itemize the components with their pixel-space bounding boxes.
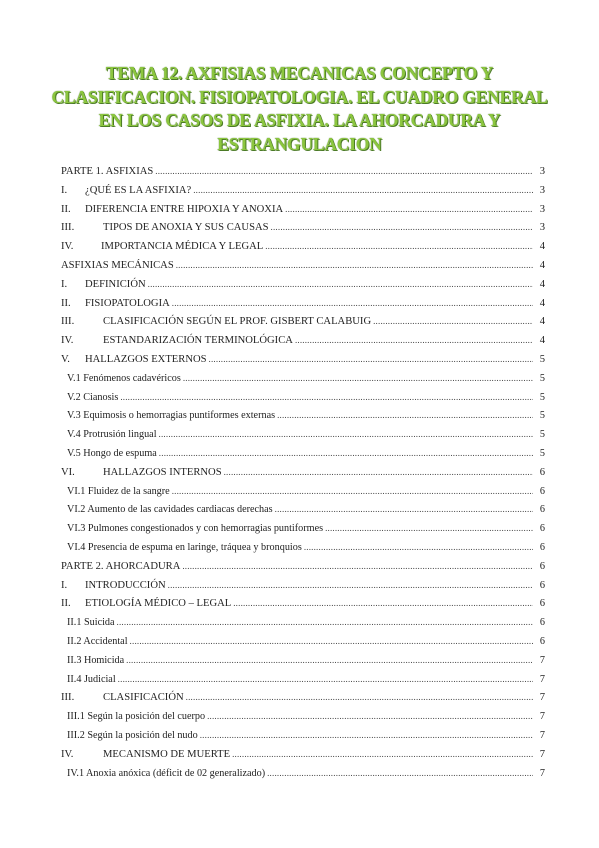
toc-entry-page: 6 xyxy=(539,523,545,535)
toc-entry[interactable] xyxy=(61,540,545,559)
toc-entry[interactable] xyxy=(61,728,545,747)
toc-leader-dots xyxy=(285,202,533,212)
toc-entry-label: CLASIFICACIÓN xyxy=(103,692,184,704)
toc-entry-label: TIPOS DE ANOXIA Y SUS CAUSAS xyxy=(103,222,269,234)
toc-entry-label: V.5 Hongo de espuma xyxy=(67,447,157,459)
toc-entry-page: 5 xyxy=(539,353,545,365)
toc-entry[interactable] xyxy=(61,559,545,578)
toc-leader-dots xyxy=(186,690,533,700)
toc-entry-label: FISIOPATOLOGIA xyxy=(85,297,170,309)
toc-entry[interactable] xyxy=(61,690,545,709)
table-of-contents xyxy=(61,164,545,784)
toc-entry-page: 6 xyxy=(539,579,545,591)
toc-leader-dots xyxy=(200,728,533,738)
toc-entry-label: INTRODUCCIÓN xyxy=(85,579,166,591)
toc-entry-page: 5 xyxy=(539,372,545,384)
toc-entry-page: 5 xyxy=(539,429,545,441)
toc-entry-page: 5 xyxy=(539,447,545,459)
toc-entry-page: 5 xyxy=(539,391,545,403)
toc-entry-label: MECANISMO DE MUERTE xyxy=(103,748,231,760)
toc-entry-label: V.1 Fenómenos cadavéricos xyxy=(67,372,181,384)
toc-entry[interactable] xyxy=(61,220,545,239)
toc-entry-page: 4 xyxy=(539,335,545,347)
toc-entry-label: ASFIXIAS MECÁNICAS xyxy=(61,259,174,271)
toc-entry-page: 4 xyxy=(539,278,545,290)
toc-entry[interactable] xyxy=(61,183,545,202)
toc-entry-label: PARTE 2. AHORCADURA xyxy=(61,560,181,572)
toc-entry-label: VI.3 Pulmones congestionados y con hemorragias puntiformes xyxy=(67,523,324,535)
toc-entry-number: II. xyxy=(61,297,71,309)
toc-entry-page: 4 xyxy=(539,316,545,328)
toc-entry[interactable] xyxy=(61,333,545,352)
toc-entry-page: 7 xyxy=(539,767,545,779)
toc-leader-dots xyxy=(193,183,533,193)
toc-entry-page: 6 xyxy=(539,466,545,478)
toc-entry-number: I. xyxy=(61,278,68,290)
toc-entry-label: VI.4 Presencia de espuma en laringe, tráquea y bronquios xyxy=(67,541,302,553)
toc-entry-label: ETIOLOGÍA MÉDICO – LEGAL xyxy=(85,598,232,610)
toc-entry-page: 3 xyxy=(539,203,545,215)
toc-entry-number: II. xyxy=(61,598,71,610)
toc-entry[interactable] xyxy=(61,709,545,728)
toc-entry-page: 4 xyxy=(539,241,545,253)
toc-entry[interactable] xyxy=(61,427,545,446)
toc-entry-page: 6 xyxy=(539,504,545,516)
toc-entry-label: IMPORTANCIA MÉDICA Y LEGAL xyxy=(101,241,264,253)
toc-leader-dots xyxy=(304,540,533,550)
toc-entry[interactable] xyxy=(61,239,545,258)
toc-entry[interactable] xyxy=(61,164,545,183)
toc-entry-label: DEFINICIÓN xyxy=(85,278,146,290)
toc-entry-label: IV.1 Anoxia anóxica (déficit de 02 generalizado) xyxy=(67,767,266,779)
toc-entry-page: 6 xyxy=(539,541,545,553)
toc-entry-page: 3 xyxy=(539,166,545,177)
toc-entry-label: CLASIFICACIÓN SEGÚN EL PROF. GISBERT CALABUIG xyxy=(103,316,372,328)
toc-leader-dots xyxy=(155,164,533,174)
toc-entry-label: ¿QUÉ ES LA ASFIXIA? xyxy=(85,184,192,196)
toc-entry-page: 6 xyxy=(539,635,545,647)
toc-entry-number: I. xyxy=(61,184,68,196)
toc-leader-dots xyxy=(209,352,533,362)
toc-entry-page: 3 xyxy=(539,222,545,234)
toc-entry[interactable] xyxy=(61,296,545,315)
toc-entry[interactable] xyxy=(61,277,545,296)
toc-entry[interactable] xyxy=(61,446,545,465)
toc-entry-page: 7 xyxy=(539,673,545,685)
toc-entry-label: II.3 Homicida xyxy=(67,654,125,666)
toc-entry-number: IV. xyxy=(61,748,74,760)
toc-entry[interactable] xyxy=(61,202,545,221)
toc-entry-page: 6 xyxy=(539,598,545,610)
toc-entry-label: II.2 Accidental xyxy=(67,635,128,647)
toc-entry-label: PARTE 1. ASFIXIAS xyxy=(61,166,154,177)
toc-entry-label: V.4 Protrusión lingual xyxy=(67,429,157,441)
toc-entry-label: HALLAZGOS EXTERNOS xyxy=(85,353,207,365)
toc-leader-dots xyxy=(207,709,533,719)
toc-entry-label: DIFERENCIA ENTRE HIPOXIA Y ANOXIA xyxy=(85,203,284,215)
toc-entry[interactable] xyxy=(61,615,545,634)
document-title: TEMA 12. AXFISIAS MECANICAS CONCEPTO Y CLASIFICACION. FISIOPATOLOGIA. EL CUADRO GENERAL EN LOS CASOS DE ASFIXIA. LA AHORCADURA Y ESTRANGULACION xyxy=(51,63,548,154)
toc-leader-dots xyxy=(172,484,533,494)
toc-leader-dots xyxy=(183,371,533,381)
toc-entry-number: VI. xyxy=(61,466,75,478)
toc-entry-page: 7 xyxy=(539,711,545,723)
toc-leader-dots xyxy=(295,333,533,343)
toc-entry-label: VI.2 Aumento de las cavidades cardiacas derechas xyxy=(67,504,273,516)
toc-entry-number: III. xyxy=(61,692,75,704)
toc-leader-dots xyxy=(182,559,533,569)
toc-entry[interactable] xyxy=(61,390,545,409)
toc-leader-dots xyxy=(126,653,533,663)
toc-entry[interactable] xyxy=(61,484,545,503)
toc-entry-number: IV. xyxy=(61,335,74,347)
toc-entry-page: 7 xyxy=(539,692,545,704)
toc-entry-page: 6 xyxy=(539,485,545,497)
toc-entry-label: V.3 Equimosis o hemorragias puntiformes externas xyxy=(67,410,276,422)
toc-entry-label: ESTANDARIZACIÓN TERMINOLÓGICA xyxy=(103,335,293,347)
toc-leader-dots xyxy=(130,634,533,644)
toc-leader-dots xyxy=(271,220,533,230)
toc-entry-number: III. xyxy=(61,316,75,328)
toc-leader-dots xyxy=(159,427,533,437)
toc-leader-dots xyxy=(118,672,533,682)
toc-leader-dots xyxy=(373,314,533,324)
toc-entry-number: II. xyxy=(61,203,71,215)
toc-entry[interactable] xyxy=(61,521,545,540)
toc-entry-page: 3 xyxy=(539,184,545,196)
toc-entry[interactable] xyxy=(61,465,545,484)
toc-entry-number: III. xyxy=(61,222,75,234)
toc-entry[interactable] xyxy=(61,596,545,615)
toc-leader-dots xyxy=(159,446,533,456)
toc-entry[interactable] xyxy=(61,502,545,521)
toc-leader-dots xyxy=(233,596,533,606)
toc-entry-label: II.4 Judicial xyxy=(67,673,116,685)
toc-entry-label: VI.1 Fluidez de la sangre xyxy=(67,485,170,497)
toc-entry[interactable] xyxy=(61,747,545,766)
toc-leader-dots xyxy=(120,390,533,400)
toc-leader-dots xyxy=(148,277,533,287)
toc-leader-dots xyxy=(275,502,533,512)
toc-entry-number: IV. xyxy=(61,241,74,253)
toc-entry[interactable] xyxy=(61,766,545,785)
toc-entry-label: HALLAZGOS INTERNOS xyxy=(103,466,222,478)
toc-entry[interactable] xyxy=(61,653,545,672)
toc-entry-page: 7 xyxy=(539,654,545,666)
toc-leader-dots xyxy=(267,766,533,776)
toc-entry-page: 6 xyxy=(539,617,545,629)
toc-entry-page: 4 xyxy=(539,297,545,309)
toc-leader-dots xyxy=(224,465,533,475)
toc-leader-dots xyxy=(117,615,533,625)
toc-leader-dots xyxy=(176,258,533,268)
toc-entry-page: 5 xyxy=(539,410,545,422)
toc-entry-page: 4 xyxy=(539,259,545,271)
toc-leader-dots xyxy=(168,578,533,588)
toc-leader-dots xyxy=(265,239,533,249)
toc-entry[interactable] xyxy=(61,408,545,427)
toc-entry[interactable] xyxy=(61,672,545,691)
toc-entry-page: 7 xyxy=(539,729,545,741)
toc-entry[interactable] xyxy=(61,634,545,653)
toc-entry[interactable] xyxy=(61,314,545,333)
toc-entry-label: III.1 Según la posición del cuerpo xyxy=(67,711,206,723)
toc-entry-number: V. xyxy=(61,353,70,365)
toc-entry[interactable] xyxy=(61,371,545,390)
toc-entry-label: II.1 Suicida xyxy=(67,617,115,629)
toc-entry-label: III.2 Según la posición del nudo xyxy=(67,729,198,741)
toc-leader-dots xyxy=(172,296,533,306)
toc-leader-dots xyxy=(232,747,533,757)
toc-leader-dots xyxy=(277,408,533,418)
toc-leader-dots xyxy=(325,521,533,531)
toc-entry-page: 6 xyxy=(539,560,545,572)
toc-entry[interactable] xyxy=(61,258,545,277)
toc-entry[interactable] xyxy=(61,578,545,597)
toc-entry[interactable] xyxy=(61,352,545,371)
toc-entry-number: I. xyxy=(61,579,68,591)
toc-entry-label: V.2 Cianosis xyxy=(67,391,119,403)
toc-entry-page: 7 xyxy=(539,748,545,760)
